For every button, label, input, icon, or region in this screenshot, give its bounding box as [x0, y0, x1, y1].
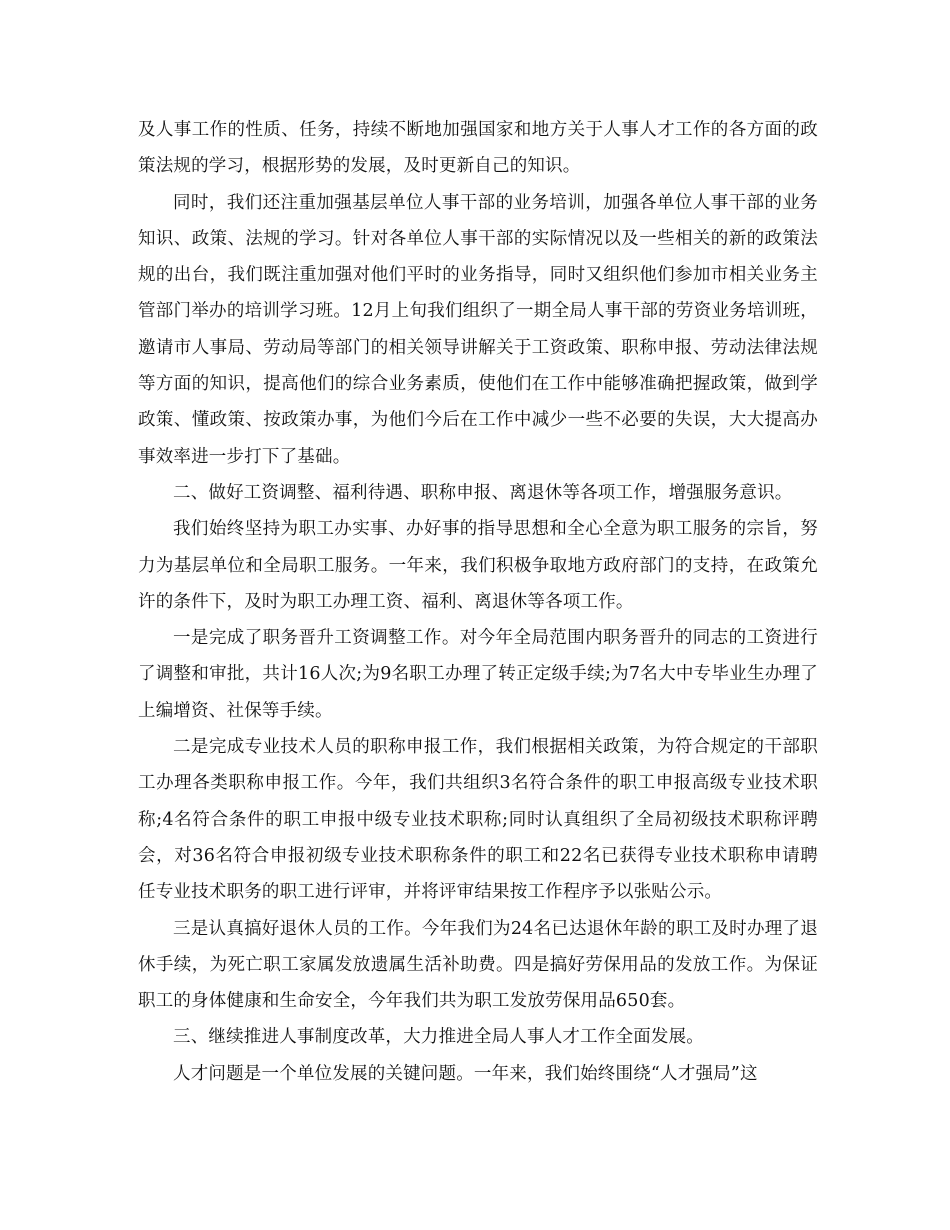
paragraph-talent: 人才问题是一个单位发展的关键问题。一年来，我们始终围绕“人才强局”这: [173, 1063, 758, 1084]
document-body: [138, 112, 818, 1092]
paragraph-training: 同时，我们还注重加强基层单位人事干部的业务培训，加强各单位人事干部的业务知识、政策、法规的学习。针对各单位人事干部的实际情况以及一些相关的新的政策法规的出台，我们既注重加强对他们平时的业务指导，同时又组织他们参加市相关业务主管部门举办的培训学习班。12月上旬我们组织了一期全局人事干部的劳资业务培训班，邀请市人事局、劳动局等部门的相关领导讲解关于工资政策、职称申报、劳动法律法规等方面的知识，提高他们的综合业务素质，使他们在工作中能够准确把握政策，做到学政策、懂政策、按政策办事，为他们今后在工作中减少一些不必要的失误，大大提高办事效率进一步打下了基础。: [138, 192, 818, 467]
paragraph-salary-adjustment: 一是完成了职务晋升工资调整工作。对今年全局范围内职务晋升的同志的工资进行了调整和审批，共计16人次;为9名职工办理了转正定级手续;为7名大中专毕业生办理了上编增资、社保等手续。: [138, 628, 818, 721]
paragraph-service: 我们始终坚持为职工办实事、办好事的指导思想和全心全意为职工服务的宗旨，努力为基层单位和全局职工服务。一年来，我们积极争取地方政府部门的支持，在政策允许的条件下，及时为职工办理工资、福利、离退休等各项工作。: [138, 519, 818, 612]
paragraph-title-application: 二是完成专业技术人员的职称申报工作，我们根据相关政策，为符合规定的干部职工办理各类职称申报工作。今年，我们共组织3名符合条件的职工申报高级专业技术职称;4名符合条件的职工申报中级专业技术职称;同时认真组织了全局初级技术职称评聘会，对36名符合申报初级专业技术职称条件的职工和22名已获得专业技术职称申请聘任专业技术职务的职工进行评审，并将评审结果按工作程序予以张贴公示。: [138, 737, 818, 903]
paragraph-retirement: 三是认真搞好退休人员的工作。今年我们为24名已达退休年龄的职工及时办理了退休手续，为死亡职工家属发放遗属生活补助费。四是搞好劳保用品的发放工作。为保证职工的身体健康和生命安全，今年我们共为职工发放劳保用品650套。: [138, 918, 818, 1012]
paragraph-continuation: 及人事工作的性质、任务，持续不断地加强国家和地方关于人事人才工作的各方面的政策法规的学习，根据形势的发展，及时更新自己的知识。: [138, 120, 818, 177]
section-heading-2: 二、做好工资调整、福利待遇、职称申报、离退休等各项工作，增强服务意识。: [173, 482, 793, 503]
section-heading-3: 三、继续推进人事制度改革，大力推进全局人事人才工作全面发展。: [173, 1027, 704, 1048]
